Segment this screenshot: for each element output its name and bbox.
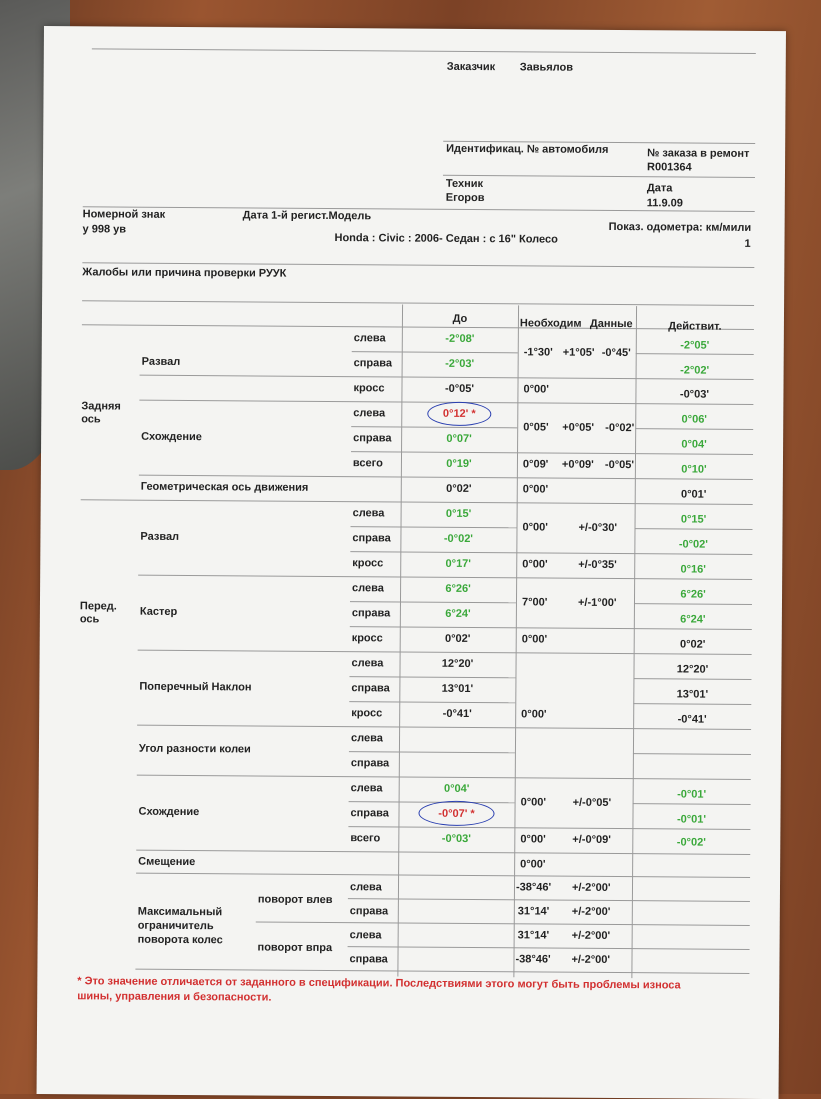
spec-min: -38°46' — [515, 953, 551, 966]
spec-min: 31°14' — [517, 929, 550, 942]
value-before: 0°04' — [443, 782, 470, 795]
order-label: № заказа в ремонт — [647, 147, 750, 160]
row-rear-camber: Развал — [141, 355, 181, 368]
value-actual: 0°16' — [680, 563, 706, 576]
spec-value: -0°45' — [601, 346, 631, 360]
value-before: 13°01' — [441, 682, 474, 696]
spec-tolerance: +/-1°00' — [577, 596, 617, 610]
spec-value: 0°00' — [520, 858, 546, 871]
plate-label: Номерной знак — [82, 208, 166, 221]
date-label: Дата — [646, 182, 673, 195]
spec-tolerance: +/-0°05' — [572, 796, 612, 809]
spec-value: 0°00' — [523, 383, 549, 396]
value-before: -0°05' — [444, 382, 475, 396]
customer-label: Заказчик — [446, 60, 496, 74]
value-before: 12°20' — [441, 657, 474, 671]
spec-min: 31°14' — [517, 905, 550, 918]
odometer-label: Показ. одометра: км/мили — [608, 220, 752, 234]
value-actual: -2°05' — [680, 339, 710, 352]
registration-model-label: Дата 1-й регист.Модель — [242, 209, 372, 223]
side-cross: кросс — [351, 632, 383, 645]
order-value: R001364 — [646, 161, 692, 174]
row-front-toe: Схождение — [138, 805, 200, 819]
value-actual: 0°04' — [681, 438, 707, 451]
value-before-out-of-spec: 0°12' * — [442, 407, 476, 421]
row-max-steer: Максимальный ограничитель поворота колес — [137, 905, 223, 947]
plate-value: у 998 ув — [82, 223, 127, 236]
value-actual: 12°20' — [676, 663, 709, 676]
row-thrust-angle: Геометрическая ось движения — [140, 480, 309, 494]
odometer-value: 1 — [744, 237, 751, 250]
spec-max: +0°09' — [561, 458, 594, 471]
value-before: -2°03' — [445, 357, 475, 371]
date-value: 11.9.09 — [646, 197, 683, 210]
spec-min: 0°00' — [520, 796, 547, 809]
value-actual: -0°02' — [678, 538, 708, 551]
side-right: справа — [350, 757, 390, 770]
value-actual: -2°02' — [680, 364, 710, 377]
spec-max: +0°05' — [562, 421, 595, 434]
technician-label: Техник — [445, 177, 484, 191]
spec-min: -38°46' — [515, 881, 552, 894]
spec-value: -0°02' — [605, 421, 635, 435]
value-before: 0°17' — [445, 557, 471, 570]
technician-value: Егоров — [445, 191, 485, 205]
spec-tolerance: +/-2°00' — [571, 905, 611, 918]
value-before: 0°19' — [446, 457, 472, 470]
alignment-report-sheet — [37, 26, 786, 1099]
spec-value: 0°00' — [521, 708, 547, 721]
spec-tolerance: +/-2°00' — [571, 929, 611, 942]
side-left: слева — [350, 782, 383, 795]
row-sai: Поперечный Наклон — [139, 680, 252, 694]
side-right: справа — [350, 807, 389, 820]
value-actual: 6°26' — [680, 588, 706, 601]
vin-label: Идентификац. № автомобиля — [446, 142, 609, 156]
value-actual: -0°01' — [676, 813, 707, 826]
value-actual: 13°01' — [676, 688, 709, 701]
model-value: Honda : Civic : 2006- Седан : с 16" Колесо — [334, 232, 558, 246]
column-needed: Необходим — [519, 317, 582, 330]
spec-min: 0°05' — [523, 421, 549, 434]
value-before: 6°24' — [445, 607, 471, 620]
marker-circle — [418, 801, 494, 827]
spec-value: -0°05' — [604, 458, 635, 472]
row-setback: Смещение — [138, 855, 196, 869]
side-left: слева — [350, 732, 383, 745]
side-right: справа — [353, 357, 393, 370]
spec-tolerance: +/-0°09' — [572, 833, 611, 846]
value-before: -0°41' — [442, 707, 472, 721]
value-before: 6°26' — [445, 582, 471, 595]
side-right: справа — [352, 532, 391, 545]
spec-min: 0°00' — [520, 833, 546, 846]
value-before: 0°02' — [446, 482, 472, 495]
customer-value: Завьялов — [519, 61, 574, 74]
spec-value: 0°00' — [521, 633, 548, 646]
side-right: справа — [349, 905, 389, 918]
spec-tolerance: +/-2°00' — [571, 953, 611, 966]
value-before: -0°02' — [443, 532, 473, 546]
spec-min: 0°00' — [522, 521, 548, 534]
row-rear-toe: Схождение — [141, 430, 202, 444]
value-actual: 0°15' — [680, 513, 707, 526]
spec-min: -1°30' — [523, 346, 553, 359]
group-front-axle: Перед. ось — [79, 600, 117, 626]
marker-circle — [427, 402, 491, 426]
row-front-camber: Развал — [140, 530, 180, 543]
complaint-label: Жалобы или причина проверки РУУК — [82, 266, 287, 280]
side-total: всего — [352, 457, 383, 470]
turn-right-label: поворот впра — [257, 941, 333, 955]
side-left: слева — [352, 507, 385, 520]
value-actual: -0°41' — [677, 713, 707, 726]
spec-value: 0°00' — [522, 483, 549, 496]
value-actual: -0°03' — [679, 388, 710, 401]
value-before: 0°07' — [446, 432, 472, 445]
value-actual: 0°10' — [681, 463, 707, 476]
side-left: слева — [352, 582, 384, 595]
spec-min: 0°00' — [522, 558, 548, 571]
side-right: справа — [353, 432, 392, 445]
spec-min: 0°09' — [522, 458, 549, 471]
spec-tolerance: +/-2°00' — [571, 881, 611, 894]
group-rear-axle: Задняя ось — [81, 400, 121, 426]
value-actual: 0°02' — [679, 638, 706, 651]
spec-tolerance: +/-0°35' — [578, 558, 617, 572]
side-cross: кросс — [353, 382, 385, 395]
row-toe-out-on-turns: Угол разности колеи — [138, 742, 251, 756]
value-before: 0°15' — [445, 507, 472, 520]
side-right: справа — [351, 607, 391, 620]
value-before: 0°02' — [445, 632, 471, 645]
column-actual: Действит. — [668, 320, 722, 333]
value-before: -0°03' — [441, 832, 471, 845]
side-cross: кросс — [352, 557, 384, 570]
side-right: справа — [349, 953, 388, 966]
spec-tolerance: +/-0°30' — [578, 521, 618, 535]
value-actual: -0°02' — [676, 836, 706, 849]
value-actual: -0°01' — [677, 788, 707, 801]
footnote-warning: * Это значение отличается от заданного в спецификации. Последствиями этого могут быть проблемы износа шины, управления и безопасности. — [77, 975, 681, 1004]
row-caster: Кастер — [139, 605, 178, 618]
turn-left-label: поворот влев — [257, 893, 333, 907]
side-left: слева — [349, 929, 382, 942]
side-left: слева — [349, 881, 382, 894]
spec-min: 7°00' — [521, 596, 548, 609]
column-before: До — [452, 312, 468, 325]
side-left: слева — [353, 332, 386, 345]
value-actual: 6°24' — [680, 613, 706, 626]
side-left: слева — [351, 657, 384, 670]
value-before-out-of-spec: -0°07' * — [438, 807, 475, 821]
side-left: слева — [353, 407, 386, 420]
side-right: справа — [351, 682, 390, 695]
spec-max: +1°05' — [562, 346, 595, 359]
column-data: Данные — [589, 317, 633, 331]
value-actual: 0°06' — [681, 413, 707, 426]
value-before: -2°08' — [445, 332, 475, 346]
value-actual: 0°01' — [681, 488, 707, 501]
side-cross: кросс — [351, 707, 383, 720]
side-total: всего — [350, 832, 381, 845]
